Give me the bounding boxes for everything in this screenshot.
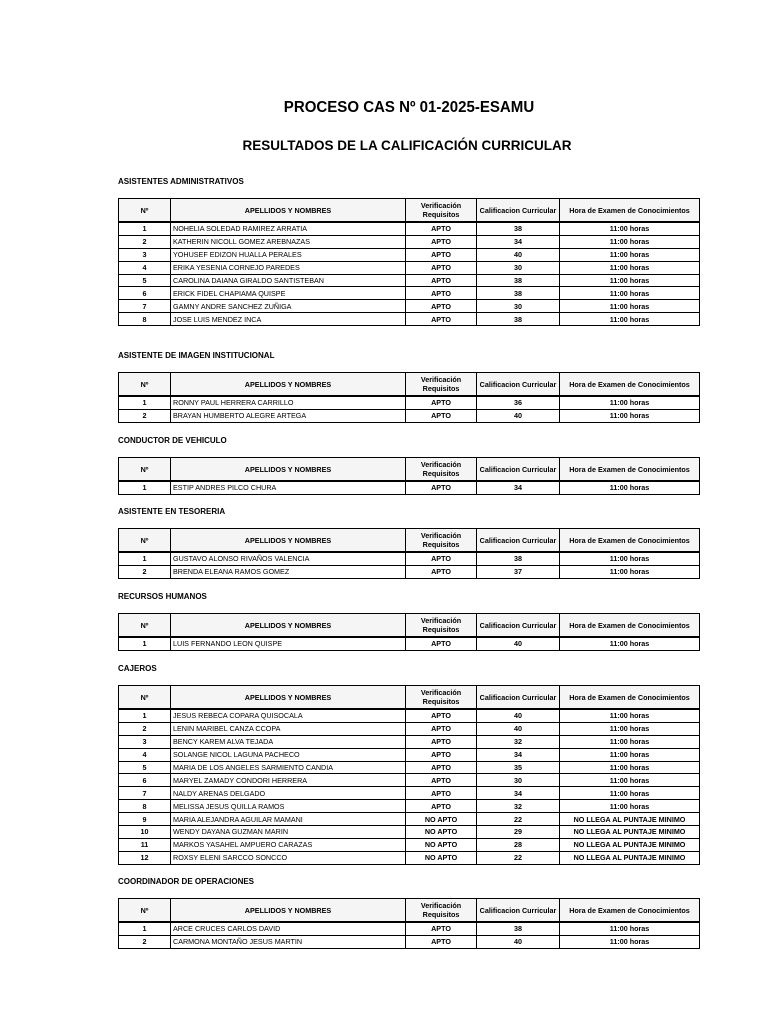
row-verification: APTO [406,565,477,578]
row-exam-time: 11:00 horas [560,637,700,650]
row-exam-time: 11:00 horas [560,274,700,287]
row-exam-time: NO LLEGA AL PUNTAJE MINIMO [560,838,700,851]
row-full-name: YOHUSEF EDIZON HUALLA PERALES [171,248,406,261]
row-verification: APTO [406,761,477,774]
row-full-name: RONNY PAUL HERRERA CARRILLO [171,396,406,409]
header-verif-line1: Verificación [420,375,462,384]
row-number: 10 [119,826,171,839]
header-verification [406,529,477,553]
table-row [119,481,700,494]
row-exam-time: 11:00 horas [560,565,700,578]
header-verif-line1: Verificación [420,460,462,469]
row-verification: APTO [406,409,477,422]
header-name: APELLIDOS Y NOMBRES [171,686,406,710]
row-exam-time: NO LLEGA AL PUNTAJE MINIMO [560,851,700,864]
row-exam-time: 11:00 horas [560,396,700,409]
row-full-name: SOLANGE NICOL LAGUNA PACHECO [171,748,406,761]
header-verif-line2: Requisitos [422,540,460,549]
row-full-name: NOHELIA SOLEDAD RAMIREZ ARRATIA [171,222,406,235]
row-exam-time: NO LLEGA AL PUNTAJE MINIMO [560,826,700,839]
row-number: 1 [119,922,171,935]
header-exam-time: Hora de Examen de Conocimientos [560,614,700,638]
row-score: 34 [477,748,560,761]
row-number: 3 [119,248,171,261]
row-full-name: NALDY ARENAS DELGADO [171,787,406,800]
row-full-name: ARCE CRUCES CARLOS DAVID [171,922,406,935]
table-row [119,722,700,735]
row-exam-time: 11:00 horas [560,481,700,494]
row-number: 7 [119,300,171,313]
header-exam-time: Hora de Examen de Conocimientos [560,199,700,223]
row-score: 35 [477,761,560,774]
header-name: APELLIDOS Y NOMBRES [171,529,406,553]
header-verif-line1: Verificación [420,531,462,540]
header-score: Calificacion Curricular [477,199,560,223]
header-name: APELLIDOS Y NOMBRES [171,458,406,482]
results-table [118,685,700,865]
header-verif-line2: Requisitos [422,910,460,919]
row-exam-time: 11:00 horas [560,922,700,935]
row-verification: APTO [406,313,477,326]
row-exam-time: 11:00 horas [560,313,700,326]
row-verification: APTO [406,709,477,722]
row-exam-time: 11:00 horas [560,774,700,787]
row-full-name: MARKOS YASAHEL AMPUERO CARAZAS [171,838,406,851]
table-row [119,409,700,422]
header-verif-line2: Requisitos [422,210,460,219]
row-score: 34 [477,787,560,800]
row-score: 28 [477,838,560,851]
row-full-name: WENDY DAYANA GUZMAN MARIN [171,826,406,839]
table-row [119,922,700,935]
table-row [119,222,700,235]
row-score: 38 [477,274,560,287]
row-full-name: ROXSY ELENI SARCCO SONCCO [171,851,406,864]
row-full-name: BRAYAN HUMBERTO ALEGRE ARTEGA [171,409,406,422]
row-number: 2 [119,235,171,248]
section-label: CONDUCTOR DE VEHICULO [118,436,227,445]
row-number: 12 [119,851,171,864]
row-exam-time: 11:00 horas [560,300,700,313]
row-number: 11 [119,838,171,851]
row-score: 38 [477,287,560,300]
section-0 [118,177,700,326]
row-number: 6 [119,774,171,787]
row-exam-time: 11:00 horas [560,222,700,235]
row-exam-time: 11:00 horas [560,552,700,565]
header-name: APELLIDOS Y NOMBRES [171,373,406,397]
row-score: 40 [477,637,560,650]
section-label: COORDINADOR DE OPERACIONES [118,877,255,886]
section-6 [118,877,700,949]
section-label: ASISTENTE DE IMAGEN INSTITUCIONAL [118,351,275,360]
results-table [118,528,700,579]
row-verification: NO APTO [406,826,477,839]
row-exam-time: 11:00 horas [560,287,700,300]
table-row [119,709,700,722]
table-row [119,826,700,839]
row-verification: APTO [406,261,477,274]
row-full-name: CARMONA MONTAÑO JESUS MARTIN [171,935,406,948]
row-full-name: GAMNY ANDRE SANCHEZ ZUÑIGA [171,300,406,313]
header-score: Calificacion Curricular [477,458,560,482]
row-score: 36 [477,396,560,409]
row-verification: APTO [406,552,477,565]
table-header-row [119,899,700,923]
table-row [119,748,700,761]
row-verification: APTO [406,481,477,494]
table-header-row [119,529,700,553]
row-verification: APTO [406,300,477,313]
section-3 [118,507,700,579]
header-exam-time: Hora de Examen de Conocimientos [560,458,700,482]
table-row [119,300,700,313]
row-exam-time: 11:00 horas [560,935,700,948]
table-row [119,935,700,948]
header-verification [406,199,477,223]
row-number: 4 [119,261,171,274]
row-verification: APTO [406,735,477,748]
header-verif-line1: Verificación [420,201,462,210]
row-verification: APTO [406,637,477,650]
row-verification: APTO [406,748,477,761]
row-score: 40 [477,248,560,261]
row-exam-time: 11:00 horas [560,748,700,761]
row-number: 4 [119,748,171,761]
header-num: Nº [119,686,171,710]
document-title: PROCESO CAS Nº 01-2025-ESAMU [283,99,535,116]
row-verification: APTO [406,800,477,813]
header-num: Nº [119,199,171,223]
table-row [119,274,700,287]
header-name: APELLIDOS Y NOMBRES [171,899,406,923]
table-row [119,813,700,826]
table-header-row [119,686,700,710]
header-num: Nº [119,614,171,638]
row-full-name: JOSE LUIS MENDEZ INCA [171,313,406,326]
table-header-row [119,458,700,482]
row-score: 38 [477,922,560,935]
row-exam-time: 11:00 horas [560,709,700,722]
row-full-name: GUSTAVO ALONSO RIVAÑOS VALENCIA [171,552,406,565]
row-score: 30 [477,261,560,274]
row-score: 30 [477,300,560,313]
header-exam-time: Hora de Examen de Conocimientos [560,899,700,923]
section-label: ASISTENTES ADMINISTRATIVOS [118,177,244,186]
row-score: 38 [477,222,560,235]
row-verification: APTO [406,396,477,409]
row-exam-time: 11:00 horas [560,787,700,800]
row-verification: APTO [406,722,477,735]
results-table [118,198,700,326]
row-exam-time: NO LLEGA AL PUNTAJE MINIMO [560,813,700,826]
row-full-name: BENCY KAREM ALVA TEJADA [171,735,406,748]
header-verif-line2: Requisitos [422,697,460,706]
row-score: 34 [477,235,560,248]
row-full-name: LENIN MARIBEL CANZA CCOPA [171,722,406,735]
table-row [119,851,700,864]
header-verification [406,458,477,482]
row-verification: APTO [406,774,477,787]
table-row [119,735,700,748]
header-num: Nº [119,529,171,553]
table-header-row [119,614,700,638]
header-num: Nº [119,899,171,923]
table-header-row [119,199,700,223]
table-row [119,287,700,300]
row-verification: APTO [406,235,477,248]
row-number: 7 [119,787,171,800]
row-number: 5 [119,274,171,287]
section-label: RECURSOS HUMANOS [118,592,207,601]
row-number: 2 [119,935,171,948]
row-number: 5 [119,761,171,774]
header-num: Nº [119,373,171,397]
header-num: Nº [119,458,171,482]
row-number: 1 [119,396,171,409]
row-full-name: MELISSA JESUS QUILLA RAMOS [171,800,406,813]
row-number: 8 [119,313,171,326]
row-full-name: JESUS REBECA COPARA QUISOCALA [171,709,406,722]
row-full-name: MARIA DE LOS ANGELES SARMIENTO CANDIA [171,761,406,774]
section-1 [118,351,700,423]
header-verif-line2: Requisitos [422,469,460,478]
header-score: Calificacion Curricular [477,529,560,553]
header-verif-line2: Requisitos [422,384,460,393]
row-score: 29 [477,826,560,839]
row-full-name: KATHERIN NICOLL GOMEZ AREBNAZAS [171,235,406,248]
row-score: 37 [477,565,560,578]
row-number: 2 [119,409,171,422]
table-row [119,565,700,578]
table-row [119,261,700,274]
row-number: 6 [119,287,171,300]
row-exam-time: 11:00 horas [560,248,700,261]
header-name: APELLIDOS Y NOMBRES [171,614,406,638]
table-row [119,637,700,650]
row-number: 3 [119,735,171,748]
header-verif-line1: Verificación [420,688,462,697]
row-number: 1 [119,637,171,650]
row-exam-time: 11:00 horas [560,235,700,248]
header-score: Calificacion Curricular [477,899,560,923]
table-row [119,774,700,787]
row-verification: APTO [406,222,477,235]
results-table [118,372,700,423]
row-score: 22 [477,851,560,864]
header-score: Calificacion Curricular [477,373,560,397]
row-full-name: BRENDA ELEANA RAMOS GOMEZ [171,565,406,578]
header-verif-line1: Verificación [420,616,462,625]
row-exam-time: 11:00 horas [560,409,700,422]
row-full-name: ERIKA YESENIA CORNEJO PAREDES [171,261,406,274]
row-verification: APTO [406,248,477,261]
row-full-name: ERICK FIDEL CHAPIAMA QUISPE [171,287,406,300]
header-verification [406,899,477,923]
header-verification [406,373,477,397]
header-score: Calificacion Curricular [477,614,560,638]
results-table [118,898,700,949]
row-number: 1 [119,709,171,722]
row-verification: APTO [406,287,477,300]
header-exam-time: Hora de Examen de Conocimientos [560,686,700,710]
row-score: 40 [477,935,560,948]
row-score: 32 [477,735,560,748]
row-score: 40 [477,409,560,422]
row-score: 38 [477,313,560,326]
row-exam-time: 11:00 horas [560,722,700,735]
section-label: ASISTENTE EN TESORERIA [118,507,226,516]
row-number: 2 [119,722,171,735]
header-score: Calificacion Curricular [477,686,560,710]
row-score: 32 [477,800,560,813]
row-verification: APTO [406,922,477,935]
row-verification: NO APTO [406,838,477,851]
section-2 [118,436,700,495]
row-full-name: CAROLINA DAIANA GIRALDO SANTISTEBAN [171,274,406,287]
row-score: 22 [477,813,560,826]
section-5 [118,664,700,865]
row-score: 38 [477,552,560,565]
row-exam-time: 11:00 horas [560,800,700,813]
table-row [119,248,700,261]
header-verification [406,614,477,638]
row-score: 30 [477,774,560,787]
row-full-name: LUIS FERNANDO LEON QUISPE [171,637,406,650]
row-number: 2 [119,565,171,578]
table-row [119,787,700,800]
table-row [119,761,700,774]
row-full-name: MARIA ALEJANDRA AGUILAR MAMANI [171,813,406,826]
row-number: 1 [119,222,171,235]
row-full-name: ESTIP ANDRES PILCO CHURA [171,481,406,494]
table-row [119,313,700,326]
document-subtitle: RESULTADOS DE LA CALIFICACIÓN CURRICULAR [242,138,572,153]
header-name: APELLIDOS Y NOMBRES [171,199,406,223]
row-number: 8 [119,800,171,813]
section-label: CAJEROS [118,664,157,673]
section-4 [118,592,700,651]
header-verification [406,686,477,710]
row-full-name: MARYEL ZAMADY CONDORI HERRERA [171,774,406,787]
table-row [119,396,700,409]
header-verif-line1: Verificación [420,901,462,910]
row-score: 40 [477,709,560,722]
row-exam-time: 11:00 horas [560,261,700,274]
header-exam-time: Hora de Examen de Conocimientos [560,373,700,397]
header-exam-time: Hora de Examen de Conocimientos [560,529,700,553]
row-score: 34 [477,481,560,494]
table-row [119,838,700,851]
row-verification: APTO [406,274,477,287]
table-row [119,800,700,813]
table-header-row [119,373,700,397]
table-row [119,235,700,248]
results-table [118,613,700,651]
row-verification: NO APTO [406,813,477,826]
table-row [119,552,700,565]
results-table [118,457,700,495]
row-number: 9 [119,813,171,826]
row-exam-time: 11:00 horas [560,735,700,748]
row-number: 1 [119,552,171,565]
row-verification: APTO [406,787,477,800]
row-number: 1 [119,481,171,494]
row-verification: APTO [406,935,477,948]
row-exam-time: 11:00 horas [560,761,700,774]
header-verif-line2: Requisitos [422,625,460,634]
row-score: 40 [477,722,560,735]
row-verification: NO APTO [406,851,477,864]
